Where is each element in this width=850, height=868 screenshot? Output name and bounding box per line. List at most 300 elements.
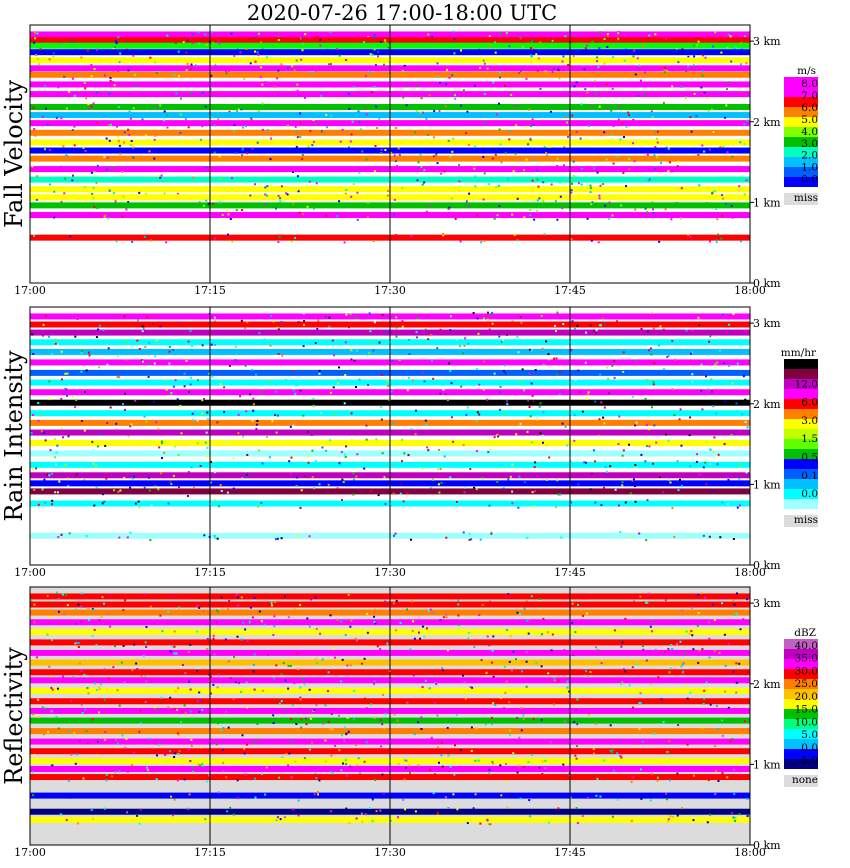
speckle-mark	[596, 329, 598, 331]
speckle-mark	[730, 35, 732, 37]
speckle-mark	[319, 39, 321, 41]
speckle-mark	[497, 214, 499, 216]
speckle-mark	[521, 707, 523, 709]
speckle-mark	[221, 596, 223, 598]
speckle-mark	[728, 81, 730, 83]
speckle-mark	[556, 165, 558, 167]
speckle-mark	[274, 601, 276, 603]
speckle-mark	[247, 640, 249, 642]
speckle-mark	[32, 794, 34, 796]
speckle-mark	[255, 374, 257, 376]
speckle-mark	[125, 209, 127, 211]
speckle-mark	[653, 733, 655, 735]
speckle-mark	[431, 360, 433, 362]
colorbar-label: 30.0	[794, 665, 818, 678]
speckle-mark	[188, 199, 190, 201]
speckle-mark	[404, 779, 406, 781]
speckle-mark	[123, 196, 125, 198]
speckle-mark	[148, 342, 150, 344]
speckle-mark	[60, 398, 62, 400]
speckle-mark	[174, 445, 176, 447]
speckle-mark	[647, 331, 649, 333]
speckle-mark	[128, 134, 130, 136]
speckle-mark	[474, 85, 476, 87]
speckle-mark	[330, 755, 332, 757]
panel-y-label: Reflectivity	[0, 647, 28, 785]
speckle-mark	[133, 644, 135, 646]
speckle-mark	[730, 740, 732, 742]
speckle-mark	[398, 148, 400, 150]
speckle-mark	[226, 209, 228, 211]
speckle-mark	[369, 190, 371, 192]
speckle-mark	[471, 726, 473, 728]
speckle-mark	[330, 115, 332, 117]
speckle-mark	[156, 778, 158, 780]
speckle-mark	[445, 614, 447, 616]
speckle-mark	[576, 807, 578, 809]
speckle-mark	[627, 112, 629, 114]
speckle-mark	[705, 375, 707, 377]
speckle-mark	[715, 770, 717, 772]
speckle-mark	[514, 105, 516, 107]
speckle-mark	[319, 373, 321, 375]
speckle-mark	[403, 500, 405, 502]
speckle-mark	[409, 772, 411, 774]
speckle-mark	[448, 362, 450, 364]
speckle-mark	[387, 385, 389, 387]
speckle-mark	[634, 464, 636, 466]
speckle-mark	[711, 109, 713, 111]
speckle-mark	[709, 536, 711, 538]
speckle-mark	[384, 503, 386, 505]
speckle-mark	[158, 446, 160, 448]
speckle-mark	[680, 218, 682, 220]
speckle-mark	[200, 465, 202, 467]
speckle-mark	[97, 445, 99, 447]
speckle-mark	[460, 50, 462, 52]
speckle-mark	[657, 620, 659, 622]
speckle-mark	[34, 621, 36, 623]
speckle-mark	[191, 345, 193, 347]
speckle-mark	[381, 149, 383, 151]
speckle-mark	[612, 214, 614, 216]
speckle-mark	[192, 177, 194, 179]
speckle-mark	[687, 66, 689, 68]
speckle-mark	[142, 361, 144, 363]
speckle-mark	[68, 435, 70, 437]
speckle-mark	[337, 619, 339, 621]
speckle-mark	[227, 234, 229, 236]
speckle-mark	[672, 388, 674, 390]
speckle-mark	[406, 86, 408, 88]
speckle-mark	[177, 779, 179, 781]
speckle-mark	[159, 615, 161, 617]
speckle-mark	[57, 536, 59, 538]
speckle-mark	[133, 107, 135, 109]
speckle-mark	[119, 705, 121, 707]
speckle-mark	[233, 488, 235, 490]
speckle-mark	[68, 780, 70, 782]
speckle-mark	[463, 89, 465, 91]
speckle-mark	[68, 91, 70, 93]
speckle-mark	[603, 131, 605, 133]
speckle-mark	[369, 72, 371, 74]
speckle-mark	[438, 762, 440, 764]
speckle-mark	[541, 633, 543, 635]
speckle-mark	[671, 507, 673, 509]
speckle-mark	[523, 712, 525, 714]
speckle-mark	[309, 689, 311, 691]
speckle-mark	[136, 668, 138, 670]
speckle-mark	[549, 146, 551, 148]
speckle-mark	[550, 741, 552, 743]
speckle-mark	[62, 436, 64, 438]
speckle-mark	[367, 202, 369, 204]
speckle-mark	[127, 771, 129, 773]
speckle-mark	[423, 636, 425, 638]
speckle-mark	[197, 700, 199, 702]
speckle-mark	[50, 675, 52, 677]
speckle-mark	[115, 361, 117, 363]
speckle-mark	[344, 453, 346, 455]
speckle-mark	[60, 117, 62, 119]
speckle-mark	[540, 710, 542, 712]
speckle-mark	[604, 323, 606, 325]
speckle-mark	[157, 428, 159, 430]
speckle-mark	[453, 594, 455, 596]
speckle-mark	[447, 399, 449, 401]
speckle-mark	[663, 69, 665, 71]
speckle-mark	[104, 739, 106, 741]
speckle-mark	[253, 403, 255, 405]
speckle-mark	[350, 349, 352, 351]
speckle-mark	[197, 442, 199, 444]
speckle-mark	[591, 50, 593, 52]
speckle-mark	[393, 493, 395, 495]
speckle-mark	[531, 382, 533, 384]
speckle-mark	[264, 194, 266, 196]
speckle-mark	[668, 740, 670, 742]
speckle-mark	[469, 533, 471, 535]
speckle-mark	[471, 687, 473, 689]
speckle-mark	[97, 165, 99, 167]
speckle-mark	[423, 169, 425, 171]
speckle-mark	[48, 641, 50, 643]
speckle-mark	[241, 209, 243, 211]
speckle-mark	[721, 602, 723, 604]
speckle-mark	[118, 771, 120, 773]
speckle-mark	[667, 752, 669, 754]
speckle-mark	[508, 45, 510, 47]
speckle-mark	[300, 59, 302, 61]
speckle-mark	[338, 366, 340, 368]
speckle-mark	[746, 62, 748, 64]
speckle-mark	[94, 68, 96, 70]
speckle-mark	[288, 460, 290, 462]
speckle-mark	[681, 610, 683, 612]
x-tick-label: 18:00	[734, 284, 766, 297]
speckle-mark	[415, 433, 417, 435]
speckle-mark	[424, 380, 426, 382]
speckle-mark	[361, 151, 363, 153]
speckle-mark	[507, 178, 509, 180]
speckle-mark	[330, 63, 332, 65]
speckle-mark	[416, 317, 418, 319]
speckle-mark	[666, 70, 668, 72]
speckle-mark	[366, 707, 368, 709]
speckle-mark	[161, 441, 163, 443]
speckle-mark	[598, 195, 600, 197]
speckle-mark	[733, 817, 735, 819]
speckle-mark	[264, 186, 266, 188]
speckle-mark	[308, 462, 310, 464]
speckle-mark	[475, 793, 477, 795]
speckle-mark	[234, 124, 236, 126]
speckle-mark	[400, 483, 402, 485]
speckle-mark	[611, 134, 613, 136]
speckle-mark	[713, 131, 715, 133]
speckle-mark	[373, 240, 375, 242]
speckle-mark	[371, 54, 373, 56]
speckle-mark	[451, 151, 453, 153]
speckle-mark	[677, 815, 679, 817]
speckle-mark	[410, 539, 412, 541]
speckle-mark	[249, 393, 251, 395]
speckle-mark	[384, 149, 386, 151]
speckle-mark	[330, 614, 332, 616]
speckle-mark	[558, 680, 560, 682]
speckle-mark	[727, 385, 729, 387]
speckle-mark	[509, 130, 511, 132]
speckle-mark	[212, 684, 214, 686]
speckle-mark	[355, 638, 357, 640]
speckle-mark	[639, 702, 641, 704]
speckle-mark	[418, 632, 420, 634]
speckle-mark	[540, 432, 542, 434]
speckle-mark	[300, 727, 302, 729]
speckle-mark	[406, 608, 408, 610]
speckle-mark	[396, 336, 398, 338]
speckle-mark	[96, 122, 98, 124]
speckle-mark	[741, 413, 743, 415]
speckle-mark	[356, 350, 358, 352]
speckle-mark	[280, 321, 282, 323]
speckle-mark	[190, 377, 192, 379]
speckle-mark	[75, 640, 77, 642]
speckle-mark	[348, 594, 350, 596]
speckle-mark	[174, 630, 176, 632]
speckle-mark	[739, 813, 741, 815]
speckle-mark	[258, 54, 260, 56]
speckle-mark	[270, 138, 272, 140]
speckle-mark	[521, 670, 523, 672]
speckle-mark	[114, 645, 116, 647]
colorbar-label: 40.0	[794, 640, 818, 652]
speckle-mark	[252, 398, 254, 400]
speckle-mark	[416, 331, 418, 333]
speckle-mark	[475, 727, 477, 729]
speckle-mark	[449, 370, 451, 372]
speckle-mark	[73, 732, 75, 734]
speckle-mark	[405, 430, 407, 432]
speckle-mark	[350, 313, 352, 315]
speckle-mark	[533, 718, 535, 720]
speckle-mark	[416, 110, 418, 112]
speckle-mark	[690, 353, 692, 355]
speckle-mark	[330, 728, 332, 730]
speckle-mark	[530, 125, 532, 127]
speckle-mark	[203, 534, 205, 536]
speckle-mark	[301, 489, 303, 491]
speckle-mark	[184, 672, 186, 674]
speckle-mark	[469, 468, 471, 470]
speckle-mark	[710, 704, 712, 706]
speckle-mark	[640, 798, 642, 800]
speckle-mark	[599, 106, 601, 108]
speckle-mark	[495, 133, 497, 135]
speckle-mark	[103, 603, 105, 605]
speckle-mark	[340, 769, 342, 771]
speckle-mark	[272, 634, 274, 636]
speckle-mark	[32, 414, 34, 416]
speckle-mark	[738, 185, 740, 187]
speckle-mark	[441, 742, 443, 744]
speckle-mark	[633, 50, 635, 52]
speckle-mark	[306, 338, 308, 340]
speckle-mark	[731, 738, 733, 740]
speckle-mark	[392, 360, 394, 362]
speckle-mark	[536, 170, 538, 172]
speckle-mark	[652, 116, 654, 118]
speckle-mark	[341, 499, 343, 501]
speckle-mark	[728, 34, 730, 36]
speckle-mark	[505, 781, 507, 783]
speckle-mark	[257, 142, 259, 144]
speckle-mark	[184, 373, 186, 375]
speckle-mark	[676, 643, 678, 645]
speckle-mark	[189, 793, 191, 795]
speckle-mark	[562, 61, 564, 63]
speckle-mark	[596, 778, 598, 780]
speckle-mark	[520, 381, 522, 383]
speckle-mark	[138, 507, 140, 509]
speckle-mark	[287, 125, 289, 127]
speckle-mark	[258, 450, 260, 452]
speckle-mark	[112, 666, 114, 668]
speckle-mark	[220, 178, 222, 180]
x-tick-label: 17:45	[554, 284, 586, 297]
speckle-mark	[492, 635, 494, 637]
speckle-mark	[233, 457, 235, 459]
speckle-mark	[706, 150, 708, 152]
speckle-mark	[670, 644, 672, 646]
speckle-mark	[552, 71, 554, 73]
speckle-mark	[64, 464, 66, 466]
speckle-mark	[284, 595, 286, 597]
speckle-mark	[499, 77, 501, 79]
speckle-mark	[187, 63, 189, 65]
colorbar-unit: dBZ	[794, 627, 816, 639]
speckle-mark	[719, 147, 721, 149]
speckle-mark	[575, 709, 577, 711]
speckle-mark	[585, 462, 587, 464]
speckle-mark	[456, 501, 458, 503]
speckle-mark	[374, 34, 376, 36]
speckle-mark	[175, 93, 177, 95]
speckle-mark	[651, 110, 653, 112]
speckle-mark	[100, 433, 102, 435]
speckle-mark	[597, 172, 599, 174]
speckle-mark	[698, 324, 700, 326]
speckle-mark	[207, 638, 209, 640]
speckle-mark	[239, 51, 241, 53]
speckle-mark	[429, 769, 431, 771]
speckle-mark	[276, 432, 278, 434]
speckle-mark	[402, 326, 404, 328]
y-tick-label: 3 km	[753, 35, 781, 49]
speckle-mark	[304, 475, 306, 477]
speckle-mark	[421, 467, 423, 469]
speckle-mark	[246, 321, 248, 323]
speckle-mark	[458, 624, 460, 626]
speckle-mark	[590, 185, 592, 187]
speckle-mark	[296, 146, 298, 148]
speckle-mark	[77, 822, 79, 824]
speckle-mark	[145, 134, 147, 136]
speckle-mark	[386, 380, 388, 382]
speckle-mark	[509, 661, 511, 663]
speckle-mark	[86, 730, 88, 732]
speckle-mark	[721, 501, 723, 503]
speckle-mark	[110, 77, 112, 79]
speckle-mark	[33, 604, 35, 606]
speckle-mark	[457, 615, 459, 617]
speckle-mark	[610, 724, 612, 726]
speckle-mark	[681, 445, 683, 447]
speckle-mark	[696, 461, 698, 463]
speckle-mark	[192, 419, 194, 421]
speckle-mark	[607, 664, 609, 666]
speckle-mark	[31, 334, 33, 336]
speckle-mark	[697, 662, 699, 664]
colorbar-unit: mm/hr	[780, 347, 816, 359]
speckle-mark	[45, 708, 47, 710]
speckle-mark	[186, 360, 188, 362]
speckle-mark	[590, 203, 592, 205]
speckle-mark	[136, 340, 138, 342]
x-tick-label: 18:00	[734, 566, 766, 579]
speckle-mark	[213, 638, 215, 640]
speckle-mark	[307, 206, 309, 208]
speckle-mark	[374, 717, 376, 719]
speckle-mark	[205, 200, 207, 202]
speckle-mark	[571, 115, 573, 117]
speckle-mark	[721, 194, 723, 196]
speckle-mark	[115, 200, 117, 202]
speckle-mark	[499, 409, 501, 411]
speckle-mark	[394, 155, 396, 157]
speckle-mark	[214, 535, 216, 537]
speckle-mark	[182, 664, 184, 666]
speckle-mark	[77, 318, 79, 320]
speckle-mark	[93, 206, 95, 208]
speckle-mark	[328, 326, 330, 328]
speckle-mark	[205, 106, 207, 108]
speckle-mark	[38, 716, 40, 718]
speckle-mark	[106, 774, 108, 776]
speckle-mark	[665, 599, 667, 601]
speckle-mark	[169, 346, 171, 348]
